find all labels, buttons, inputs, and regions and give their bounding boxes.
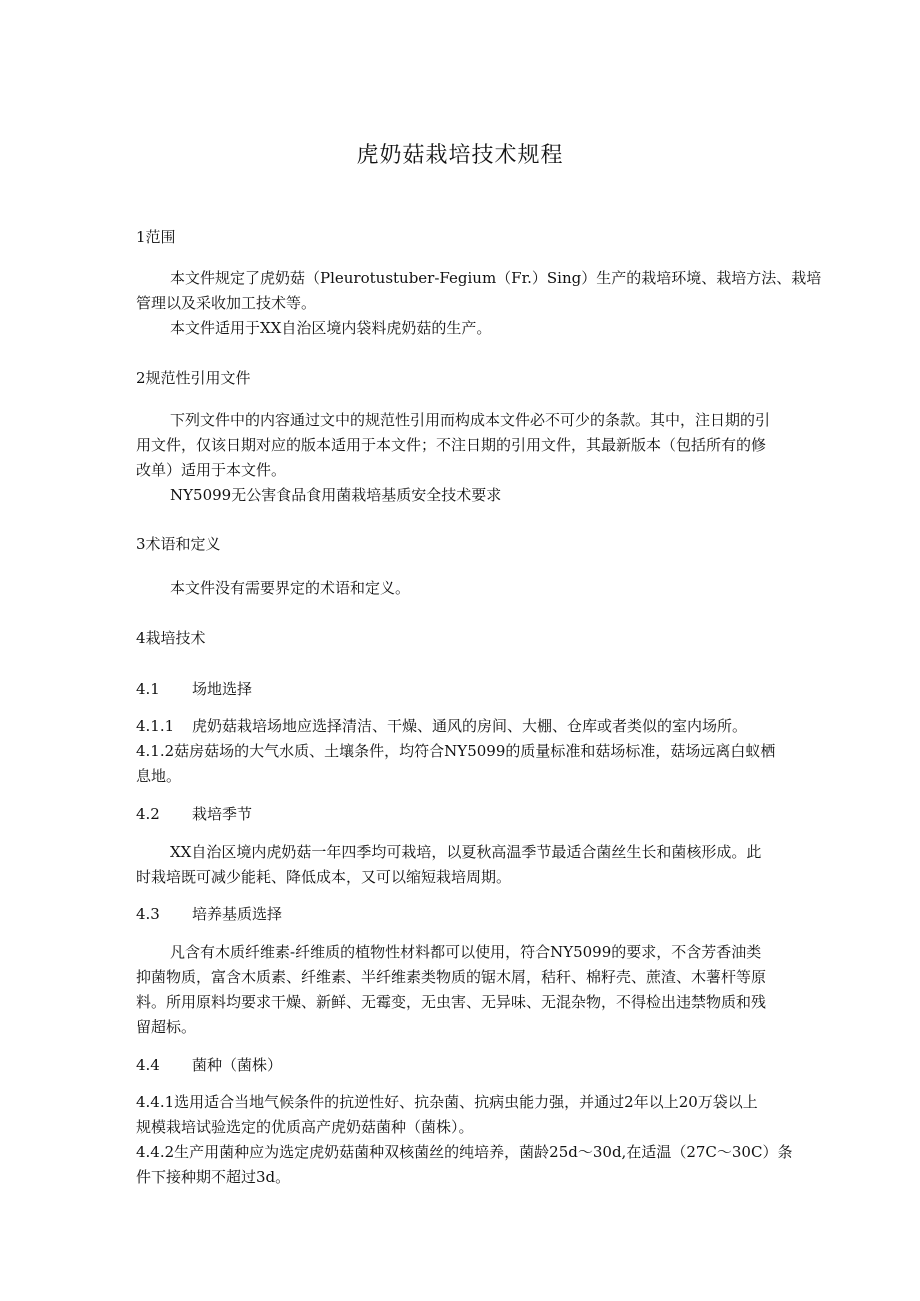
s4-1-1 — [136, 716, 747, 736]
section-1-heading: 1范围 — [136, 228, 176, 246]
s1-p2: 本文件适用于XX自治区境内袋料虎奶菇的生产。 — [170, 319, 492, 337]
s4-1-1-text: 虎奶菇栽培场地应选择清洁、干燥、通风的房间、大棚、仓库或者类似的室内场所。 — [192, 717, 748, 735]
s4-4-1-line2: 规模栽培试验选定的优质高产虎奶菇菌种（菌株）。 — [136, 1118, 474, 1136]
s4-3-line3: 料。所用原料均要求干燥、新鲜、无霉变，无虫害、无异味、无混杂物，不得检出违禁物质和残 — [136, 993, 767, 1011]
s4-1-2-line1: 4.1.2菇房菇场的大气水质、土壤条件，均符合NY5099的质量标准和菇场标准，菇场远离白蚁栖 — [136, 742, 776, 760]
s2-p1-line3: 改单）适用于本文件。 — [136, 461, 287, 479]
s1-p1-line2: 管理以及采收加工技术等。 — [136, 294, 317, 312]
s4-2-line1: XX自治区境内虎奶菇一年四季均可栽培，以夏秋高温季节最适合菌丝生长和菌核形成。此 — [170, 843, 762, 861]
s4-1-2-line2: 息地。 — [136, 767, 182, 785]
s2-p2: NY5099无公害食品食用菌栽培基质安全技术要求 — [170, 486, 502, 504]
s4-1-number: 4.1 — [136, 680, 160, 698]
s4-4-heading — [136, 1055, 282, 1075]
s3-p1: 本文件没有需要界定的术语和定义。 — [170, 579, 411, 597]
s4-3-line4: 留超标。 — [136, 1018, 197, 1036]
section-4-heading: 4栽培技术 — [136, 629, 206, 647]
s4-2-title: 栽培季节 — [192, 805, 253, 823]
section-2-heading: 2规范性引用文件 — [136, 369, 251, 387]
s4-1-title: 场地选择 — [192, 680, 253, 698]
s4-4-2-line2: 件下接种期不超过3d。 — [136, 1168, 291, 1186]
s4-3-heading — [136, 904, 282, 924]
document-title: 虎奶菇栽培技术规程 — [356, 143, 564, 168]
s4-2-line2: 时栽培既可减少能耗、降低成本，又可以缩短栽培周期。 — [136, 868, 512, 886]
s2-p1-line1: 下列文件中的内容通过文中的规范性引用而构成本文件必不可少的条款。其中，注日期的引 — [170, 411, 771, 429]
section-3-heading: 3术语和定义 — [136, 535, 221, 553]
s1-p1-line1: 本文件规定了虎奶菇（Pleurotustuber-Fegium（Fr.）Sing）生产的栽培环境、栽培方法、栽培 — [170, 269, 822, 287]
s4-4-number: 4.4 — [136, 1056, 160, 1074]
s4-3-title: 培养基质选择 — [192, 905, 283, 923]
s4-1-1-number: 4.1.1 — [136, 717, 175, 735]
s4-4-2-line1: 4.4.2生产用菌种应为选定虎奶菇菌种双核菌丝的纯培养，菌龄25d～30d,在适温（27C～30C）条 — [136, 1143, 793, 1161]
s4-3-number: 4.3 — [136, 905, 160, 923]
s4-4-title: 菌种（菌株） — [192, 1056, 283, 1074]
s4-3-line1: 凡含有木质纤维素-纤维质的植物性材料都可以使用，符合NY5099的要求，不含芳香油类 — [170, 943, 762, 961]
s2-p1-line2: 用文件，仅该日期对应的版本适用于本文件；不注日期的引用文件，其最新版本（包括所有的修 — [136, 436, 767, 454]
s4-2-heading — [136, 804, 252, 824]
s4-1-heading — [136, 679, 252, 699]
s4-2-number: 4.2 — [136, 805, 160, 823]
s4-3-line2: 抑菌物质，富含木质素、纤维素、半纤维素类物质的锯木屑，秸秆、棉籽壳、蔗渣、木薯杆等原 — [136, 968, 767, 986]
s4-4-1-line1: 4.4.1选用适合当地气候条件的抗逆性好、抗杂菌、抗病虫能力强，并通过2年以上20万袋以上 — [136, 1093, 758, 1111]
